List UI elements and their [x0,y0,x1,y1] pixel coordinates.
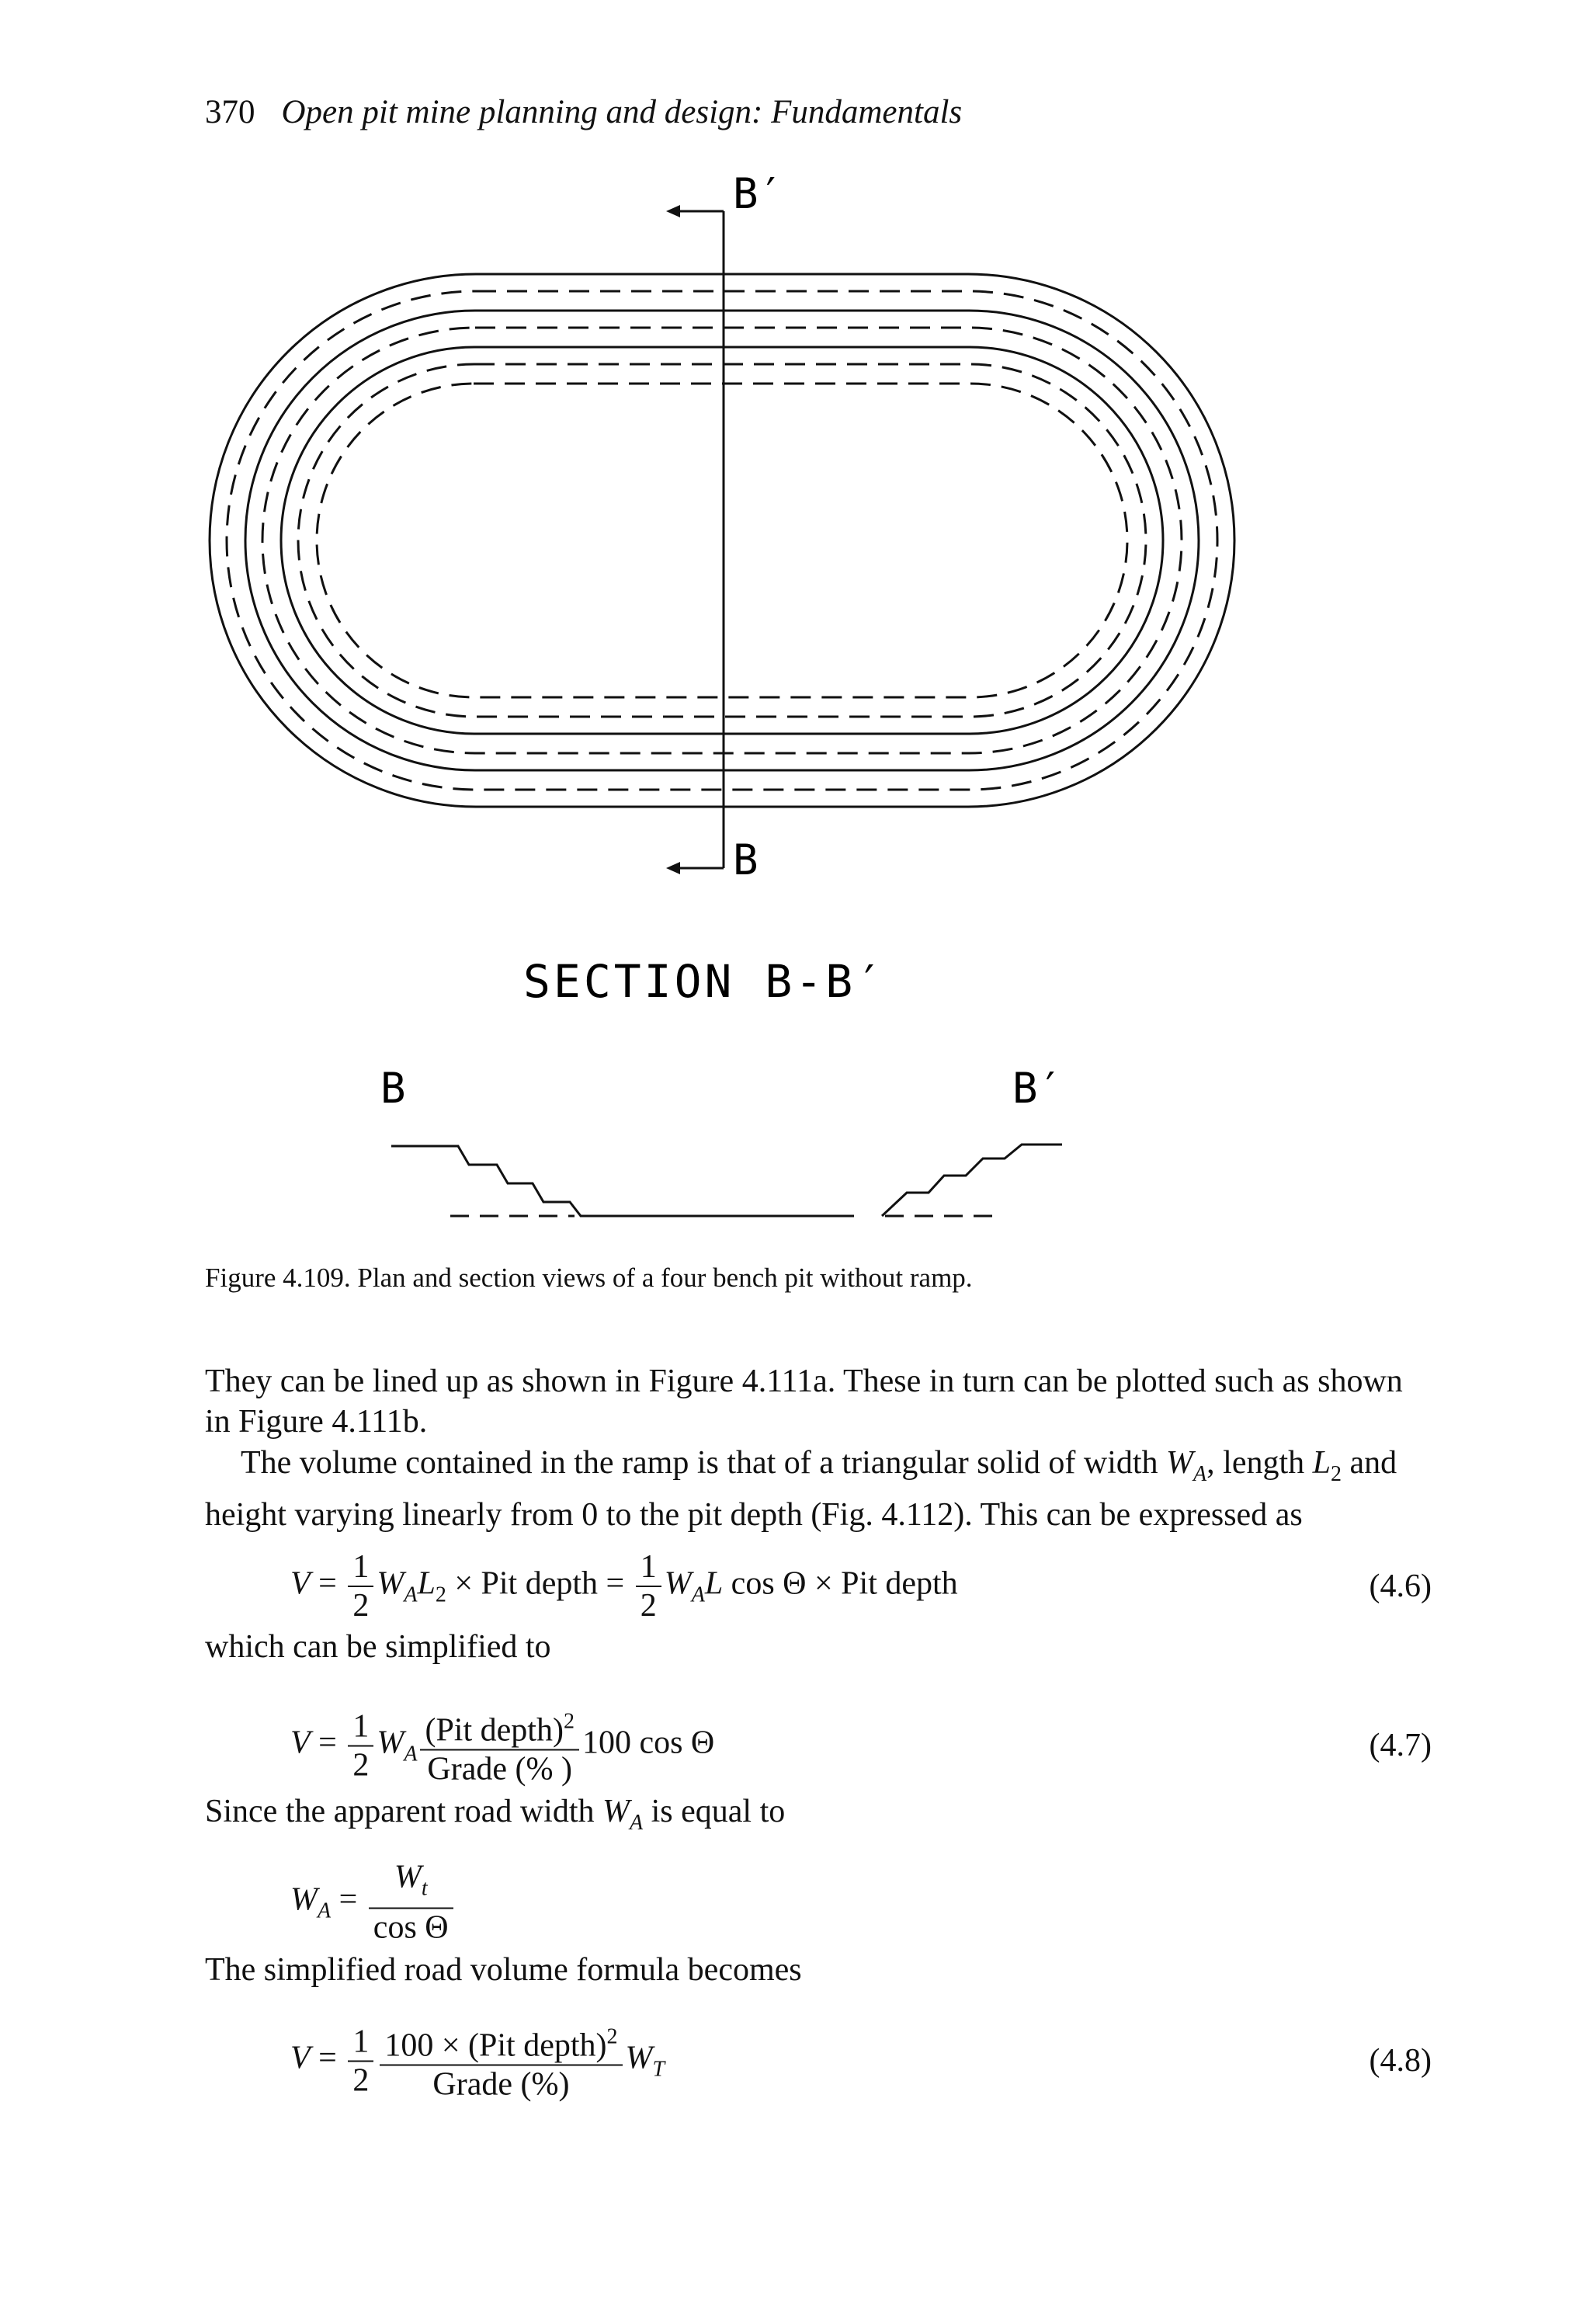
eq48-frac-num: 1 [348,2023,373,2062]
p2-text-a: The volume contained in the ramp is that of a triangular solid of width [241,1445,1167,1481]
plan-label-top: B′ [733,169,784,218]
eq48-wt: W [625,2040,653,2076]
equation-4-6 [0,1544,1590,1629]
paragraph-1: They can be lined up as shown in Figure 4.111a. These in turn can be plotted such as shown in Figure 4.111b. [205,1363,1403,1440]
eq48-frac-main [380,2019,622,2103]
eq46-number: (4.6) [1369,1568,1432,1604]
eq48-num-text: 100 × (Pit depth) [384,2027,607,2064]
eq46-tail: cos Θ × Pit depth [723,1565,958,1602]
eqwa-num-w: W [394,1859,422,1895]
eq46-wa: W [377,1565,404,1602]
eq46-frac-num: 1 [348,1548,373,1587]
running-title: Open pit mine planning and design [281,94,752,130]
page-number: 370 [205,94,255,130]
eq46-l2-sub: 2 [435,1582,446,1607]
eq46-frac-b-den: 2 [640,1588,657,1624]
eq46-frac-den: 2 [352,1588,370,1624]
p4-text-a: Since the apparent road width [205,1794,602,1829]
eqwa-num-sub: t [421,1876,428,1901]
running-subtitle: : Fundamentals [752,94,963,130]
paragraph-4 [205,1791,1432,1843]
bench-3-toe [298,364,1146,717]
eq46-wa-sub: A [404,1582,418,1607]
p4-symbol-w: W [602,1794,630,1829]
eqwa-wa-sub: A [318,1898,332,1923]
paragraph-5: The simplified road volume formula becomes [205,1952,802,1988]
eq48-frac-main-num [380,2019,622,2066]
eq46-frac-b-num: 1 [636,1548,661,1587]
eq47-frac-main-num [420,1704,578,1751]
paragraph-3: which can be simplified to [205,1629,551,1665]
p4-text-b: is equal to [643,1794,786,1829]
bench-3-crest [281,347,1163,734]
eq47-v: V [290,1725,311,1761]
eqwa-wa: W [290,1881,318,1918]
section-profile-right [882,1145,1062,1216]
eq46-l2: L [417,1565,436,1602]
p2-symbol-l-sub: 2 [1331,1462,1342,1486]
p4-symbol-w-sub: A [630,1811,644,1835]
plan-label-bottom: B [733,835,759,884]
eq48-equals: = [310,2040,345,2076]
eq48-wt-sub: T [652,2057,665,2082]
eq47-equals: = [310,1725,345,1761]
eq47-frac-den: 2 [352,1747,370,1783]
eq46-frac-half [348,1548,373,1624]
eq47-num-sup: 2 [563,1709,575,1734]
p2-text-b: , length [1206,1445,1313,1481]
eq48-num-sup: 2 [606,2024,618,2049]
eqwa-frac-den: cos Θ [373,1909,449,1946]
eq46-mid: × Pit depth = [446,1565,633,1602]
eq48-frac-half [348,2023,373,2099]
eq47-frac-num: 1 [348,1707,373,1746]
bench-1-toe [227,291,1217,790]
section-title: SECTION B-B′ [523,955,887,1008]
eqwa-frac-num [369,1859,453,1909]
equation-4-7 [0,1700,1590,1791]
eqwa-equals: = [331,1881,366,1918]
p2-symbol-w: W [1166,1445,1194,1481]
bench-4-crest [317,384,1127,697]
p2-symbol-w-sub: A [1193,1462,1207,1486]
eq46-l: L [704,1565,724,1602]
arrowhead-bottom [666,862,680,874]
eq47-frac-main [420,1704,578,1788]
eq47-tail: 100 cos Θ [581,1725,715,1761]
section-profile-left [391,1146,854,1216]
eq46-frac-half-b [636,1548,661,1624]
eq47-number: (4.7) [1369,1728,1432,1763]
eq46-wa-b-sub: A [691,1582,705,1607]
bench-2-toe [262,328,1182,753]
eq46-wa-b: W [664,1565,692,1602]
bench-1-crest [210,274,1234,807]
figure-caption: Figure 4.109. Plan and section views of a four bench pit without ramp. [205,1263,973,1293]
eq48-frac-den: 2 [352,2062,370,2098]
section-label-left: B [380,1064,406,1113]
equation-4-8 [0,2016,1590,2106]
arrowhead-top [666,205,680,217]
eq48-number: (4.8) [1369,2043,1432,2079]
eq48-frac-main-den: Grade (%) [432,2066,570,2103]
section-label-right: B′ [1012,1064,1064,1113]
eq46-v: V [290,1565,311,1602]
eq47-num-text: (Pit depth) [425,1712,564,1749]
p2-text-c: and height varying linearly from 0 to the pit depth (Fig. 4.112). This can be expressed as [205,1445,1397,1533]
eq47-frac-half [348,1707,373,1784]
eq48-v: V [290,2040,311,2076]
equation-wa [0,1857,1590,1947]
eq47-wa-sub: A [404,1742,418,1766]
p2-symbol-l: L [1312,1445,1331,1481]
eq47-frac-main-den: Grade (% ) [427,1751,572,1787]
eq47-wa: W [377,1725,404,1761]
paragraph-2 [205,1443,1432,1535]
eq46-equals: = [310,1565,345,1602]
bench-2-crest [245,311,1199,770]
eqwa-frac [369,1859,453,1947]
